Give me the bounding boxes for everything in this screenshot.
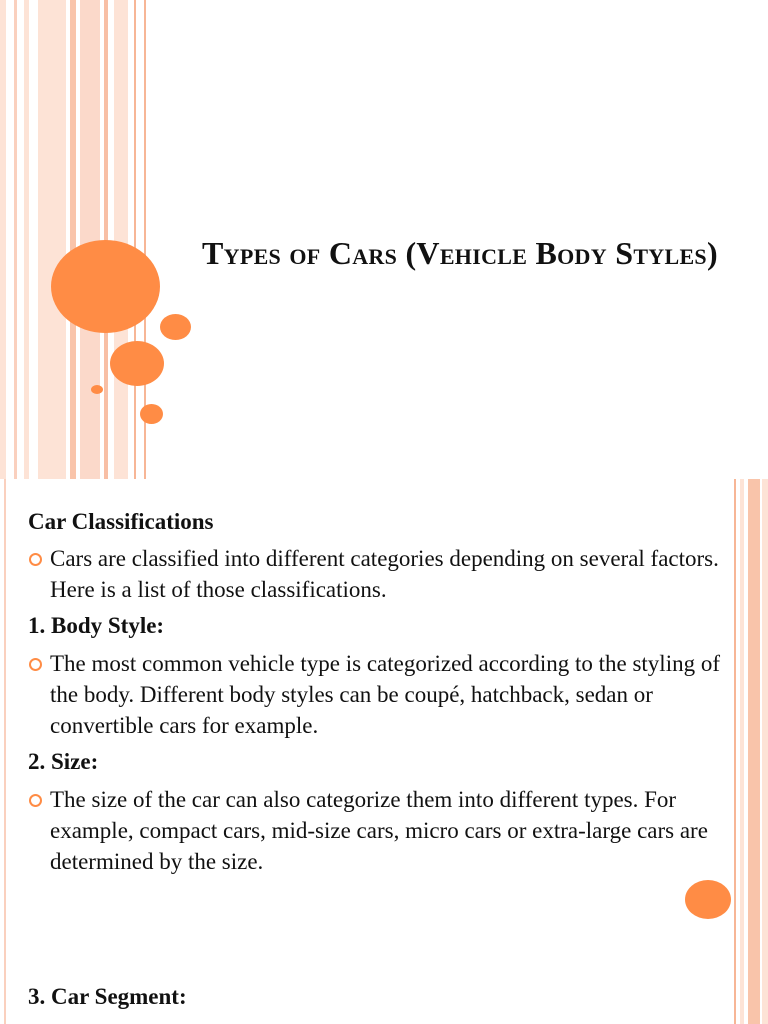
slide-title: Types of Cars (Vehicle Body Styles)	[202, 235, 718, 271]
bullet-text: Cars are classified into different categories depending on several factors. Here is a list of those classifications.	[50, 546, 719, 602]
section-heading: Car Classifications	[28, 509, 214, 534]
section-heading: 2. Size:	[28, 749, 99, 774]
bullet-icon	[29, 553, 42, 566]
decor-stripe	[70, 0, 76, 479]
decor-stripe	[38, 0, 66, 479]
decor-circle	[685, 880, 731, 919]
decor-stripe	[24, 0, 29, 479]
decor-stripe	[134, 0, 136, 479]
decor-stripe	[734, 479, 736, 1024]
decor-circle	[110, 341, 164, 386]
title-slide	[0, 0, 768, 479]
decor-stripe	[14, 0, 17, 479]
decor-stripe	[762, 479, 768, 1024]
decor-circle-large	[51, 240, 160, 333]
section-heading: 1. Body Style:	[28, 613, 165, 638]
content-slide	[0, 479, 768, 1024]
bullet-text: The most common vehicle type is categorized according to the styling of the body. Different body styles can be coupé, hatchback, sedan or convertible cars for example.	[50, 651, 720, 738]
decor-stripe	[0, 0, 6, 479]
bullet-icon	[29, 794, 42, 807]
decor-stripe	[748, 479, 760, 1024]
bullet-text: The size of the car can also categorize them into different types. For example, compact cars, mid-size cars, micro cars or extra-large cars are determined by the size.	[50, 787, 708, 874]
decor-stripe	[740, 479, 744, 1024]
decor-circle	[160, 314, 191, 340]
section-heading: 3. Car Segment:	[28, 984, 187, 1009]
decor-stripe	[114, 0, 128, 479]
decor-circle	[140, 404, 163, 424]
bullet-icon	[29, 658, 42, 671]
decor-circle-tiny	[91, 385, 103, 394]
decor-stripe	[4, 479, 6, 1024]
